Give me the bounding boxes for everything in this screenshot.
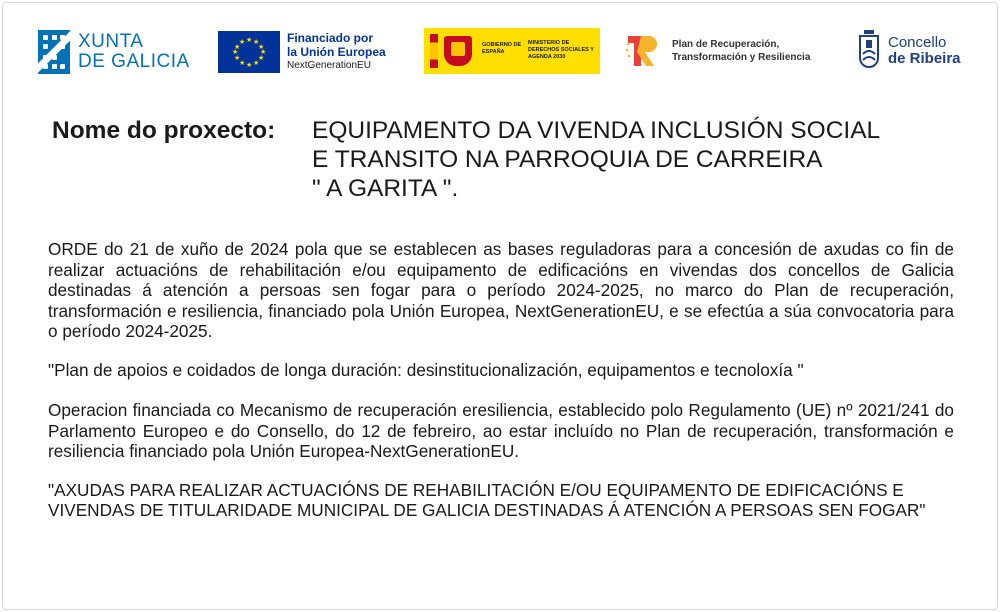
- gobierno-label: GOBIERNO DE ESPAÑA: [482, 42, 522, 55]
- eu-funding-line3: NextGenerationEU: [287, 60, 371, 71]
- spain-coat-of-arms-icon: [444, 36, 472, 66]
- prtr-logo: [624, 33, 810, 69]
- eu-flag-icon: ★ ★ ★ ★ ★ ★ ★ ★ ★ ★ ★ ★: [218, 31, 280, 73]
- xunta-name-line2: DE GALICIA: [78, 51, 190, 72]
- xunta-flag-icon: [38, 30, 70, 74]
- project-title: EQUIPAMENTO DA VIVENDA INCLUSIÓN SOCIAL E TRANSITO NA PARROQUIA DE CARREIRA " A GARITA ".: [312, 117, 881, 202]
- ribeira-line1: Concello: [888, 34, 947, 51]
- order-paragraph: ORDE do 21 de xuño de 2024 pola que se establecen as bases reguladoras para a concesión de axudas co fin de realizar actuacións de rehabilitación e/ou equipamento de edificacións en vivendas dos concellos de Galicia destinadas á atención a persoas sen fogar para o período 2024-2025, no marco do Plan de recuperación, transformación e resiliencia, financiado pola Unión Europea, NextGenerationEU, e se efectúa a súa convocatoria para o período 2024-2025.: [48, 239, 954, 341]
- eu-funding-line1: Financiado por: [287, 31, 374, 45]
- prtr-line1: Plan de Recuperación,: [672, 39, 780, 50]
- logo-bar: [0, 0, 1000, 100]
- ribeira-line2: de Ribeira: [888, 50, 961, 67]
- gobierno-logo: [424, 28, 600, 74]
- spain-flag-icon: [430, 34, 438, 68]
- prtr-line2: Transformación y Resiliencia: [672, 52, 811, 63]
- body-text: [48, 239, 954, 521]
- eu-logo: [218, 30, 386, 74]
- ribeira-shield-icon: [858, 28, 880, 74]
- project-label: Nome do proxecto:: [52, 117, 276, 144]
- xunta-name-line1: XUNTA: [78, 31, 144, 52]
- eu-funding-line2: la Unión Europea: [287, 45, 386, 59]
- plan-quote: "Plan de apoios e coidados de longa duración: desinstitucionalización, equipamentos e tecnoloxía ": [48, 359, 804, 380]
- aid-quote: "AXUDAS PARA REALIZAR ACTUACIÓNS DE REHABILITACIÓN E/OU EQUIPAMENTO DE EDIFICACIÓNS E VIVENDAS DE TITULARIDADE MUNICIPAL DE GALICIA DESTINADAS Á ATENCIÓN A PERSOAS SEN FOGAR": [48, 479, 926, 520]
- financing-paragraph: Operacion financiada co Mecanismo de recuperación eresiliencia, establecido polo Regulamento (UE) nº 2021/241 do Parlamento Europeo e do Consello, do 12 de febreiro, ao estar incluído no Plan de recuperación, transformación e resiliencia financiado pola Unión Europea-NextGenerationEU.: [48, 400, 954, 461]
- ministerio-label: MINISTERIO DE DERECHOS SOCIALES Y AGENDA 2030: [528, 40, 594, 60]
- prtr-logo-icon: [624, 34, 660, 68]
- xunta-logo: [38, 30, 190, 74]
- ribeira-logo: [858, 26, 961, 76]
